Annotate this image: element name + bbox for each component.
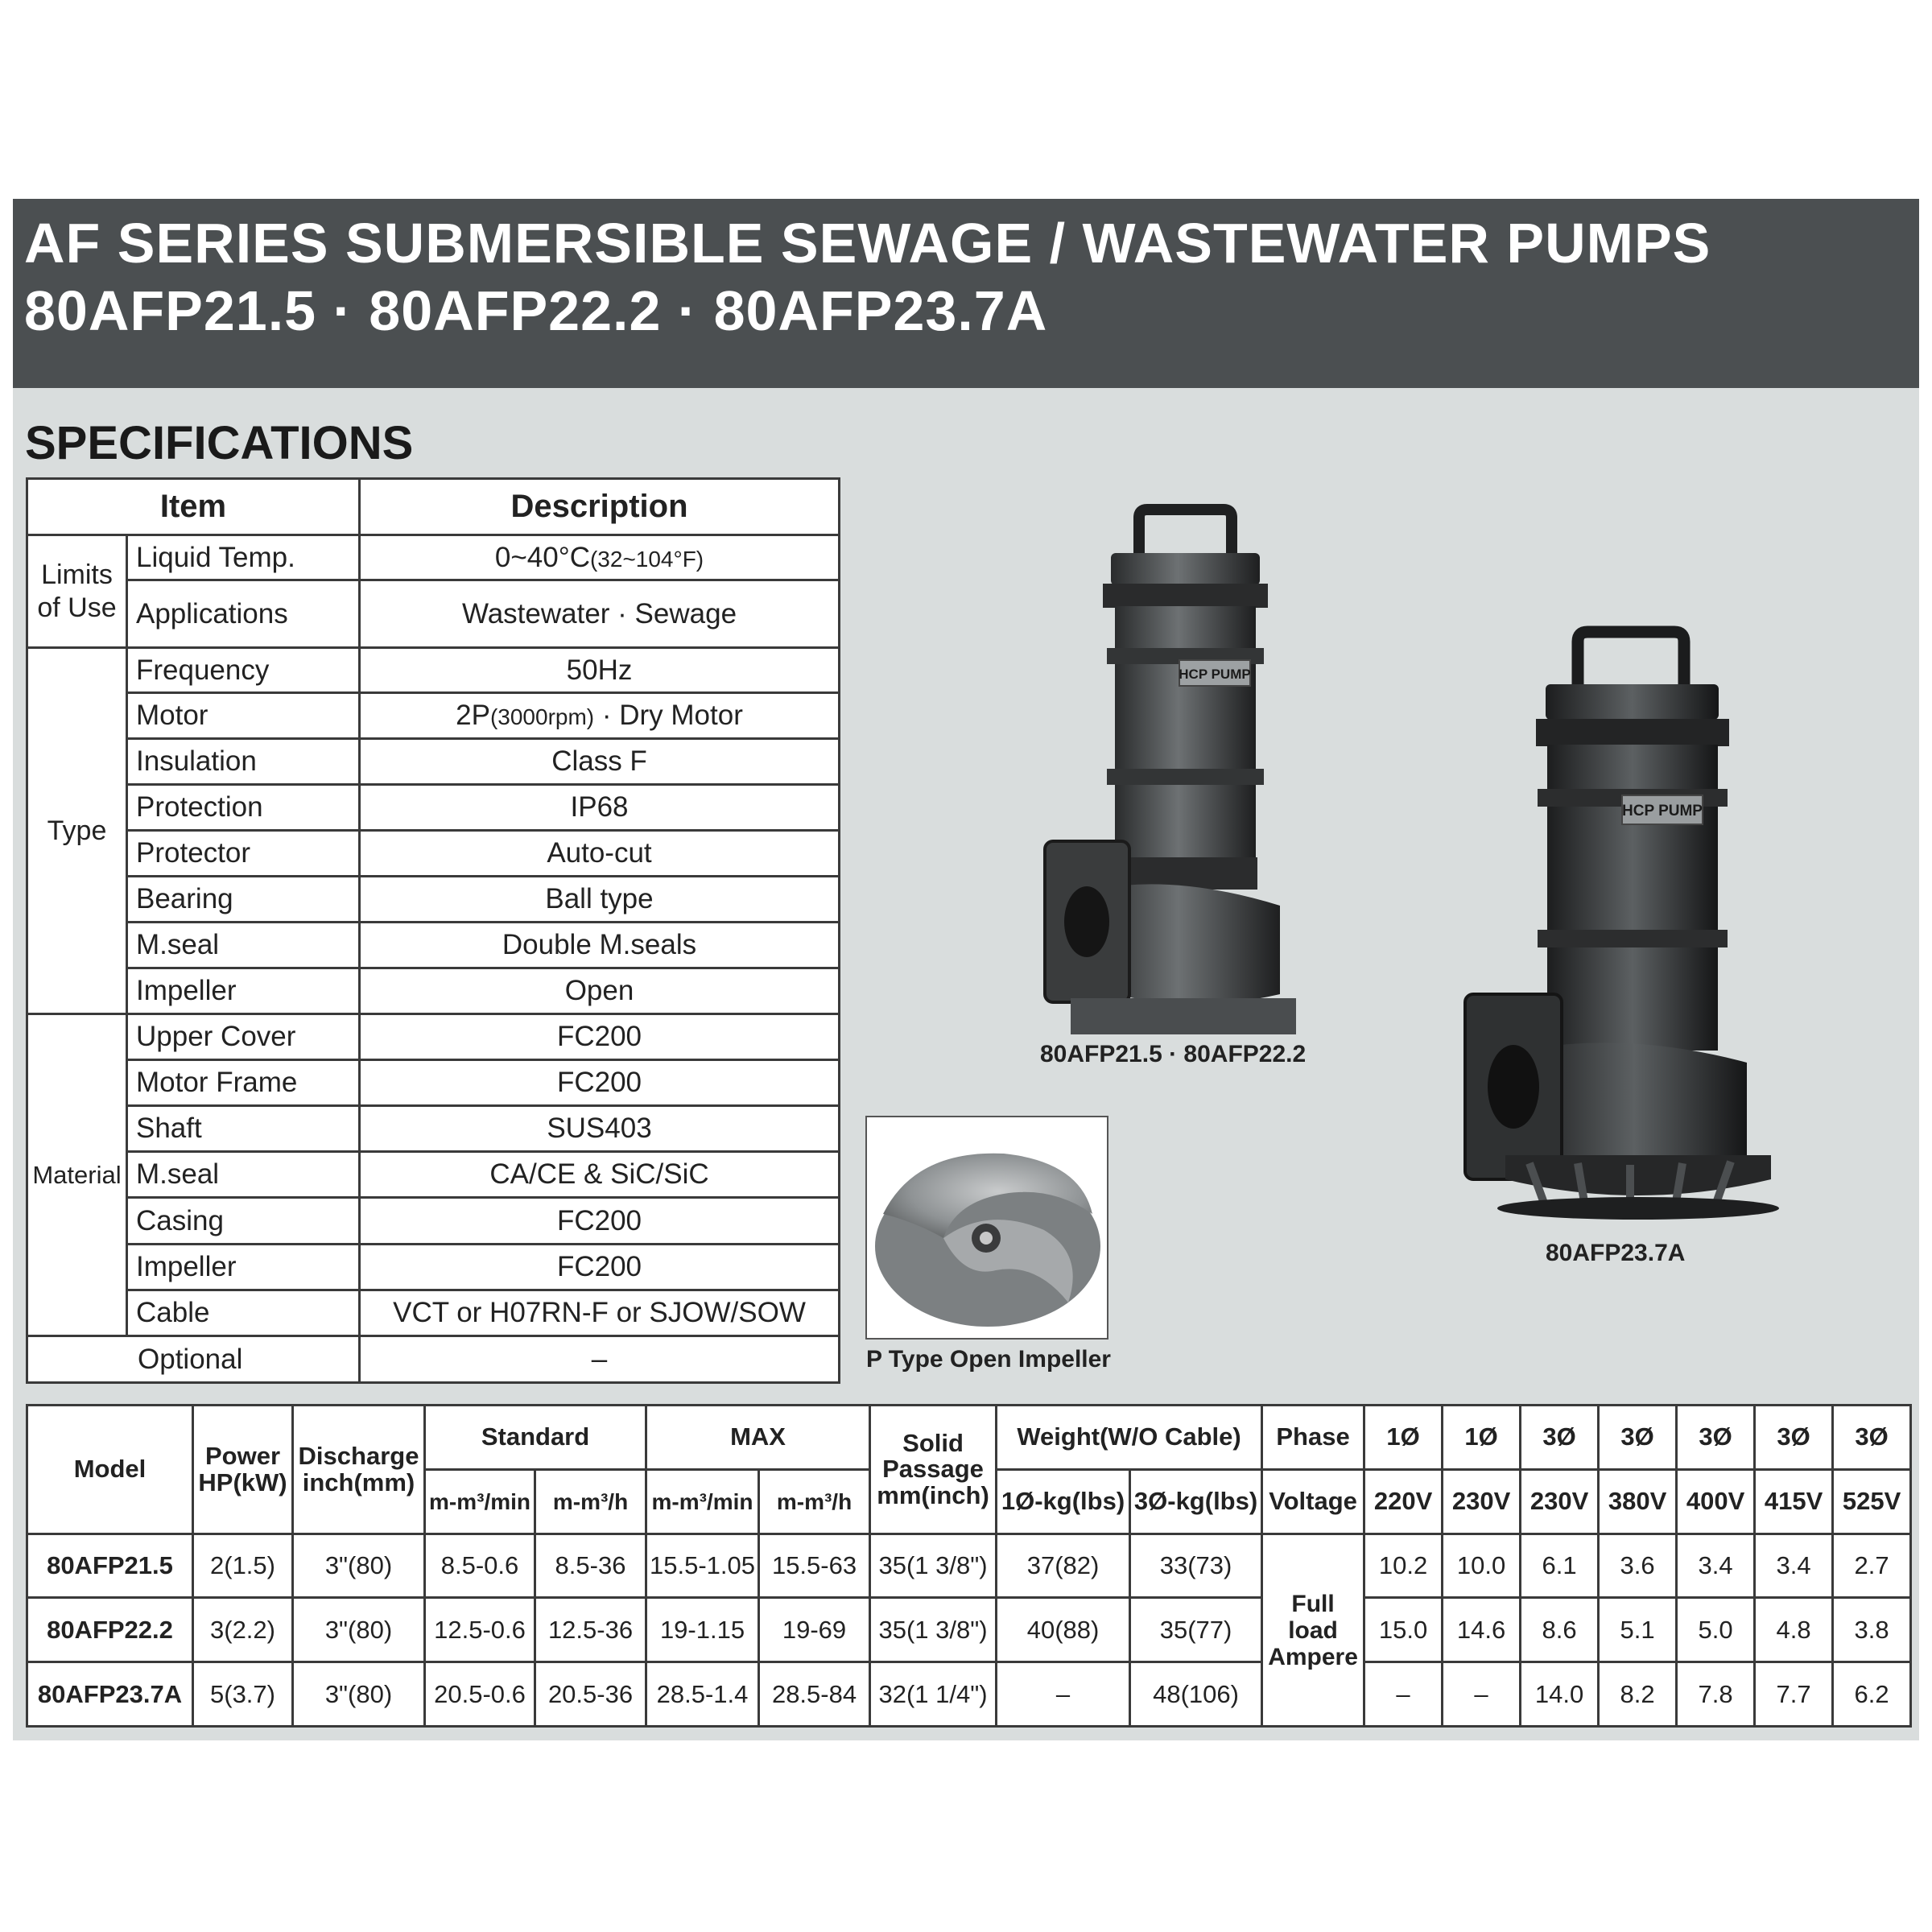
perf-header-phase: Phase <box>1262 1406 1364 1470</box>
spec-value: VCT or H07RN-F or SJOW/SOW <box>360 1290 840 1336</box>
spec-item: Liquid Temp. <box>127 535 360 580</box>
specifications-heading: SPECIFICATIONS <box>25 417 414 469</box>
specifications-table <box>26 477 840 1384</box>
perf-cell: 20.5-36 <box>535 1662 646 1727</box>
spec-value: Auto-cut <box>360 831 840 877</box>
spec-row-motor <box>27 693 840 739</box>
spec-item: Impeller <box>127 1245 360 1290</box>
spec-value: CA/CE & SiC/SiC <box>360 1152 840 1198</box>
perf-cell: 3"(80) <box>293 1662 425 1727</box>
spec-row-shaft <box>27 1106 840 1152</box>
perf-cell: 35(1 3/8") <box>870 1598 997 1662</box>
perf-cell: 5(3.7) <box>193 1662 293 1727</box>
spec-item: Frequency <box>127 648 360 693</box>
spec-item: Optional <box>27 1336 360 1383</box>
spec-value: Double M.seals <box>360 923 840 968</box>
pump-logo-icon: HCP PUMP <box>1179 667 1251 682</box>
spec-row-motor-frame <box>27 1060 840 1106</box>
perf-cell: 15.0 <box>1364 1598 1443 1662</box>
spec-row-upper-cover <box>27 1014 840 1060</box>
perf-cell: 8.5-0.6 <box>425 1534 535 1598</box>
pump-small-caption: 80AFP21.5 · 80AFP22.2 <box>1040 1041 1307 1067</box>
perf-cell: 20.5-0.6 <box>425 1662 535 1727</box>
perf-cell: 3(2.2) <box>193 1598 293 1662</box>
spec-value: 0~40°C(32~104°F) <box>360 535 840 580</box>
perf-cell: 33(73) <box>1130 1534 1262 1598</box>
spec-value: IP68 <box>360 785 840 831</box>
pump-small-image <box>1038 503 1312 1034</box>
perf-cell: 40(88) <box>997 1598 1130 1662</box>
spec-value: Ball type <box>360 877 840 923</box>
perf-cell: 5.0 <box>1677 1598 1755 1662</box>
spec-group-material: Material <box>27 1014 127 1336</box>
perf-cell-model: 80AFP21.5 <box>27 1534 193 1598</box>
banner-models: 80AFP21.5 · 80AFP22.2 · 80AFP23.7A <box>24 279 1048 342</box>
spec-item: Shaft <box>127 1106 360 1152</box>
spec-value: FC200 <box>360 1014 840 1060</box>
spec-row-liquid-temp <box>27 535 840 580</box>
perf-header-discharge: Discharge inch(mm) <box>293 1406 425 1534</box>
perf-header-standard: Standard <box>425 1406 646 1470</box>
perf-cell: 19-1.15 <box>646 1598 759 1662</box>
spec-item: Impeller <box>127 968 360 1014</box>
perf-row-80afp21-5 <box>27 1534 1911 1598</box>
perf-cell: – <box>1364 1662 1443 1727</box>
spec-item: Upper Cover <box>127 1014 360 1060</box>
perf-cell: 35(77) <box>1130 1598 1262 1662</box>
banner-title: AF SERIES SUBMERSIBLE SEWAGE / WASTEWATER PUMPS <box>24 212 1711 275</box>
spec-row-optional <box>27 1336 840 1383</box>
perf-header-phase-value: 3Ø <box>1599 1406 1677 1470</box>
spec-header-description: Description <box>360 479 840 535</box>
spec-row-applications <box>27 580 840 648</box>
spec-value: – <box>360 1336 840 1383</box>
impeller-image <box>867 1117 1107 1338</box>
perf-cell: 3"(80) <box>293 1598 425 1662</box>
spec-item: Insulation <box>127 739 360 785</box>
perf-header-phase-value: 1Ø <box>1364 1406 1443 1470</box>
perf-cell: – <box>1443 1662 1521 1727</box>
perf-cell: 3"(80) <box>293 1534 425 1598</box>
perf-header-phase-value: 3Ø <box>1833 1406 1911 1470</box>
perf-header-weight-3: 3Ø-kg(lbs) <box>1130 1470 1262 1534</box>
perf-header-voltage: Voltage <box>1262 1470 1364 1534</box>
spec-item: Motor <box>127 693 360 739</box>
perf-cell-model: 80AFP22.2 <box>27 1598 193 1662</box>
perf-header-unit: m-m³/min <box>425 1470 535 1534</box>
spec-header-item: Item <box>27 479 360 535</box>
impeller-caption: P Type Open Impeller <box>866 1346 1111 1373</box>
perf-header-unit: m-m³/h <box>759 1470 870 1534</box>
perf-cell: 7.8 <box>1677 1662 1755 1727</box>
performance-table <box>26 1404 1912 1728</box>
spec-value: Class F <box>360 739 840 785</box>
perf-cell: 35(1 3/8") <box>870 1534 997 1598</box>
perf-cell: 14.6 <box>1443 1598 1521 1662</box>
pump-large-caption: 80AFP23.7A <box>1546 1240 1686 1266</box>
perf-cell: 12.5-36 <box>535 1598 646 1662</box>
perf-header-weight-1: 1Ø-kg(lbs) <box>997 1470 1130 1534</box>
spec-item: Casing <box>127 1198 360 1245</box>
perf-cell: 4.8 <box>1755 1598 1833 1662</box>
perf-header-voltage-value: 230V <box>1443 1470 1521 1534</box>
spec-row-protector <box>27 831 840 877</box>
perf-header-weight: Weight(W/O Cable) <box>997 1406 1262 1470</box>
spec-value: SUS403 <box>360 1106 840 1152</box>
spec-group-limits: Limits of Use <box>27 535 127 648</box>
spec-item: Bearing <box>127 877 360 923</box>
spec-row-mseal-type <box>27 923 840 968</box>
spec-row-casing <box>27 1198 840 1245</box>
spec-item: Cable <box>127 1290 360 1336</box>
perf-cell: 2.7 <box>1833 1534 1911 1598</box>
spec-value: FC200 <box>360 1060 840 1106</box>
perf-header-voltage-value: 415V <box>1755 1470 1833 1534</box>
perf-cell: 12.5-0.6 <box>425 1598 535 1662</box>
perf-cell: 15.5-1.05 <box>646 1534 759 1598</box>
perf-row-80afp22-2 <box>27 1598 1911 1662</box>
pump-large-image <box>1457 624 1787 1220</box>
perf-header-unit: m-m³/h <box>535 1470 646 1534</box>
title-banner <box>13 199 1919 388</box>
perf-cell: 10.2 <box>1364 1534 1443 1598</box>
perf-cell: 6.1 <box>1521 1534 1599 1598</box>
spec-row-cable <box>27 1290 840 1336</box>
perf-header-model: Model <box>27 1406 193 1534</box>
spec-item: M.seal <box>127 1152 360 1198</box>
perf-cell: 3.8 <box>1833 1598 1911 1662</box>
spec-item: M.seal <box>127 923 360 968</box>
perf-header-solid-passage: Solid Passage mm(inch) <box>870 1406 997 1534</box>
perf-header-voltage-value: 380V <box>1599 1470 1677 1534</box>
perf-cell: 2(1.5) <box>193 1534 293 1598</box>
pump-logo-icon: HCP PUMP <box>1622 803 1703 819</box>
perf-cell: – <box>997 1662 1130 1727</box>
perf-header-phase-value: 3Ø <box>1521 1406 1599 1470</box>
spec-item: Protection <box>127 785 360 831</box>
perf-cell: 14.0 <box>1521 1662 1599 1727</box>
perf-cell: 32(1 1/4") <box>870 1662 997 1727</box>
perf-header-voltage-value: 400V <box>1677 1470 1755 1534</box>
spec-item: Applications <box>127 580 360 648</box>
perf-cell: 37(82) <box>997 1534 1130 1598</box>
perf-cell: 7.7 <box>1755 1662 1833 1727</box>
perf-header-power: Power HP(kW) <box>193 1406 293 1534</box>
perf-cell: 3.4 <box>1755 1534 1833 1598</box>
perf-cell: 48(106) <box>1130 1662 1262 1727</box>
perf-header-unit: m-m³/min <box>646 1470 759 1534</box>
perf-header-phase-value: 3Ø <box>1677 1406 1755 1470</box>
perf-cell: 19-69 <box>759 1598 870 1662</box>
perf-row-80afp23-7a <box>27 1662 1911 1727</box>
perf-cell: 28.5-84 <box>759 1662 870 1727</box>
perf-cell: 8.2 <box>1599 1662 1677 1727</box>
perf-header-voltage-value: 220V <box>1364 1470 1443 1534</box>
perf-header-phase-value: 3Ø <box>1755 1406 1833 1470</box>
spec-item: Motor Frame <box>127 1060 360 1106</box>
spec-row-insulation <box>27 739 840 785</box>
perf-header-max: MAX <box>646 1406 870 1470</box>
spec-group-type: Type <box>27 648 127 1014</box>
perf-cell: 6.2 <box>1833 1662 1911 1727</box>
perf-header-voltage-value: 525V <box>1833 1470 1911 1534</box>
perf-header-row-1 <box>27 1406 1911 1470</box>
perf-header-voltage-value: 230V <box>1521 1470 1599 1534</box>
perf-cell-ampere-label: Full load Ampere <box>1262 1534 1364 1727</box>
perf-cell: 28.5-1.4 <box>646 1662 759 1727</box>
spec-value: 50Hz <box>360 648 840 693</box>
spec-value: Wastewater · Sewage <box>360 580 840 648</box>
spec-row-bearing <box>27 877 840 923</box>
spec-header-row <box>27 479 840 535</box>
perf-cell: 3.6 <box>1599 1534 1677 1598</box>
spec-value: Open <box>360 968 840 1014</box>
spec-value: 2P(3000rpm) · Dry Motor <box>360 693 840 739</box>
spec-row-mseal-material <box>27 1152 840 1198</box>
spec-row-impeller-material <box>27 1245 840 1290</box>
perf-cell: 8.6 <box>1521 1598 1599 1662</box>
spec-row-protection <box>27 785 840 831</box>
spec-row-impeller-type <box>27 968 840 1014</box>
perf-cell: 10.0 <box>1443 1534 1521 1598</box>
perf-cell-model: 80AFP23.7A <box>27 1662 193 1727</box>
spec-row-frequency <box>27 648 840 693</box>
perf-cell: 15.5-63 <box>759 1534 870 1598</box>
impeller-image-frame <box>865 1116 1108 1340</box>
perf-cell: 3.4 <box>1677 1534 1755 1598</box>
perf-header-phase-value: 1Ø <box>1443 1406 1521 1470</box>
spec-value: FC200 <box>360 1198 840 1245</box>
perf-cell: 5.1 <box>1599 1598 1677 1662</box>
perf-cell: 8.5-36 <box>535 1534 646 1598</box>
spec-value: FC200 <box>360 1245 840 1290</box>
spec-item: Protector <box>127 831 360 877</box>
